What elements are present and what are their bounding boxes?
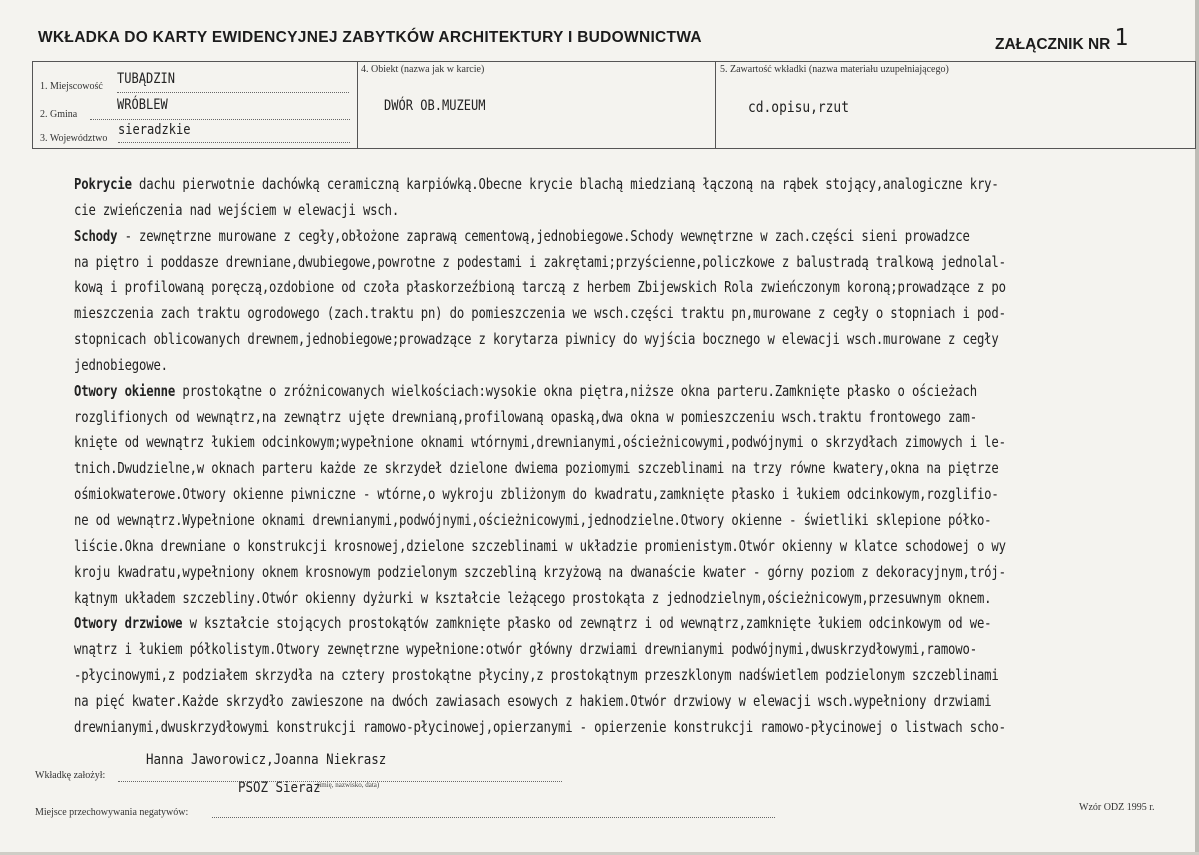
description-line-text: ne od wewnątrz.Wypełnione oknami drewnianymi,podwójnymi,ościeżnicowymi,jednodzielne.Otwory okienne - świetliki sklepione półko- [74, 510, 992, 529]
section-heading: Otwory okienne [74, 381, 176, 400]
description-line-text: w kształcie stojących prostokątów zamknięte płasko od zewnątrz i od wewnątrz,zamknięte łukiem odcinkowym od we- [182, 614, 992, 633]
description-line-text: dachu pierwotnie dachówką ceramiczną karpiówką.Obecne krycie blachą miedzianą łączoną na rąbek stojący,analogiczne kry- [131, 175, 999, 193]
section-heading: Schody [74, 226, 118, 245]
description-line [74, 172, 999, 198]
description-line-text: tnich.Dwudzielne,w oknach parteru każde ze skrzydeł dzielone dwiema poziomymi szczeblinami na trzy równe kwatery,okna na piętrze [74, 459, 999, 478]
description-line-text: wnątrz i łukiem półkolistym.Otwory zewnętrzne wypełnione:otwór główny drzwiami drewnianymi podwójnymi,dwuskrzydłowymi,ramowo- [74, 640, 977, 659]
field-gmina-line [90, 119, 350, 120]
description-line-text: liście.Okna drewniane o konstrukcji krosnowej,dzielone szczeblinami w układzie promienistym.Otwór okienny w klatce schodowej o wy [74, 536, 1006, 555]
description-line [74, 275, 1006, 301]
card-title: WKŁADKA DO KARTY EWIDENCYJNEJ ZABYTKÓW ARCHITEKTURY I BUDOWNICTWA [38, 29, 702, 46]
fields-table [32, 61, 1196, 149]
description-line [74, 586, 992, 612]
description-line [74, 689, 992, 715]
description-line [74, 663, 999, 689]
description-line-text: - zewnętrzne murowane z cegły,obłożone zaprawą cementową,jednobiegowe.Schody wewnętrzne w zach.części sieni prowadzce [117, 226, 970, 245]
description-line [74, 508, 992, 534]
description-line-text: knięte od wewnątrz łukiem odcinkowym;wypełnione oknami wtórnymi,drewnianymi,ościeżnicowymi,podwójnymi o skrzydłach zimowych i le- [74, 433, 1006, 452]
field-miejscowosc-label: 1. Miejscowość [40, 81, 103, 92]
footer-name-hint: (imię, nazwisko, data) [317, 781, 380, 789]
description-line-text: rozglifionych od wewnątrz,na zewnątrz ujęte drewnianą,profilowaną opaską,dwa okna w pomieszczeniu wsch.traktu frontowego zam- [74, 407, 977, 426]
description-line-text: jednobiegowe. [74, 355, 168, 374]
description-line-text: ośmiokwaterowe.Otwory okienne piwniczne - wtórne,o wykroju zbliżonym do kwadratu,zamknięte płasko i łukiem odcinkowym,rozglifio- [74, 485, 999, 504]
description-line [74, 430, 1006, 456]
description-line [74, 715, 1006, 741]
field-wojewodztwo-line [118, 142, 350, 143]
description-line-text: na piętro i poddasze drewniane,dwubiegowe,powrotne z podestami i zakrętami;przyścienne,policzkowe z balustradą tralkową jednolal- [74, 252, 1006, 271]
description-line-text: kroju kwadratu,wypełniony oknem krosnowym podzielonym szczebliną krzyżową na dwanaście kwater - górny poziom z dekoracyjnym,trój- [74, 562, 1006, 581]
footer-author-label: Wkładkę założył: [35, 770, 106, 781]
description-line-text: na pięć kwater.Każde skrzydło zawieszone na dwóch zawiasach esowych z hakiem.Otwór drzwiowy w elewacji wsch.wypełniony drzwiami [74, 691, 992, 710]
annex-label-text: ZAŁĄCZNIK NR [995, 36, 1111, 53]
description-line [74, 611, 992, 637]
description-line [74, 198, 962, 224]
field-wojewodztwo-value[interactable]: sieradzkie [118, 122, 191, 138]
field-miejscowosc-line [117, 92, 349, 93]
description-line [74, 560, 1006, 586]
field-wojewodztwo-label: 3. Województwo [40, 133, 108, 144]
description-line-text: drewnianymi,dwuskrzydłowymi konstrukcji ramowo-płycinowej,opierzanymi - opierzenie konstrukcji ramowo-płycinowej o listwach scho- [74, 717, 1006, 736]
description-line-text: kątnym układem szczebliny.Otwór okienny dyżurki w kształcie leżącego prostokąta z jednodzielnym,ościeżnicowym,przesuwnym oknem. [74, 588, 992, 607]
field-obiekt-label: 4. Obiekt (nazwa jak w karcie) [361, 64, 485, 75]
fields-divider-1 [357, 61, 358, 148]
footer-negatives-line [212, 817, 775, 818]
annex-label [995, 25, 1129, 55]
description-line [74, 327, 999, 353]
description-line [74, 405, 977, 431]
description-line [74, 482, 999, 508]
description-line [74, 534, 1006, 560]
fields-divider-2 [715, 61, 716, 148]
description-line [74, 637, 977, 663]
description-line-text: prostokątne o zróżnicowanych wielkościach:wysokie okna piętra,niższe okna parteru.Zamknięte płasko o ościeżach [175, 381, 977, 400]
field-obiekt-value[interactable]: DWÓR OB.MUZEUM [384, 98, 486, 114]
description-line [74, 379, 977, 405]
footer-negatives-value[interactable]: PSOZ Sieraz [238, 780, 321, 796]
form-code: Wzór ODZ 1995 r. [1079, 802, 1155, 813]
description-line [74, 353, 962, 379]
description-line [74, 224, 970, 250]
description-line [74, 456, 999, 482]
section-heading: Pokrycie [74, 175, 132, 193]
description-text [74, 172, 1160, 741]
footer-author-value[interactable]: Hanna Jaworowicz,Joanna Niekrasz [146, 752, 387, 768]
description-line [74, 250, 1006, 276]
footer-negatives-label: Miejsce przechowywania negatywów: [35, 807, 189, 818]
annex-number: 1 [1114, 25, 1129, 51]
description-line-text: mieszczenia zach traktu ogrodowego (zach.traktu pn) do pomieszczenia we wsch.części traktu pn,murowane z cegły o stopniach i pod- [74, 304, 1006, 323]
section-heading: Otwory drzwiowe [74, 614, 183, 633]
description-line-text: stopnicach oblicowanych drewnem,jednobiegowe;prowadzące z korytarza piwnicy do wyjścia bocznego w elewacji wsch.murowane z cegły [74, 330, 999, 349]
description-line [74, 301, 1006, 327]
description-line-text: kową i profilowaną poręczą,ozdobione od czoła płaskorzeźbioną tarczą z herbem Zbijewskich Rola zwieńczonym koroną;prowadzące z po [74, 278, 1006, 297]
field-miejscowosc-value[interactable]: TUBĄDZIN [117, 71, 175, 87]
description-line-text: -płycinowymi,z podziałem skrzydła na cztery prostokątne płyciny,z prostokątnym przeszklonym nadświetlem podzielonym szczeblinami [74, 666, 999, 685]
field-gmina-label: 2. Gmina [40, 109, 78, 120]
field-gmina-value[interactable]: WRÓBLEW [117, 97, 168, 113]
field-zawartosc-label: 5. Zawartość wkładki (nazwa materiału uzupełniającego) [720, 64, 949, 75]
description-line-text: cie zwieńczenia nad wejściem w elewacji wsch. [74, 200, 400, 219]
field-zawartosc-value[interactable]: cd.opisu,rzut [748, 98, 849, 116]
